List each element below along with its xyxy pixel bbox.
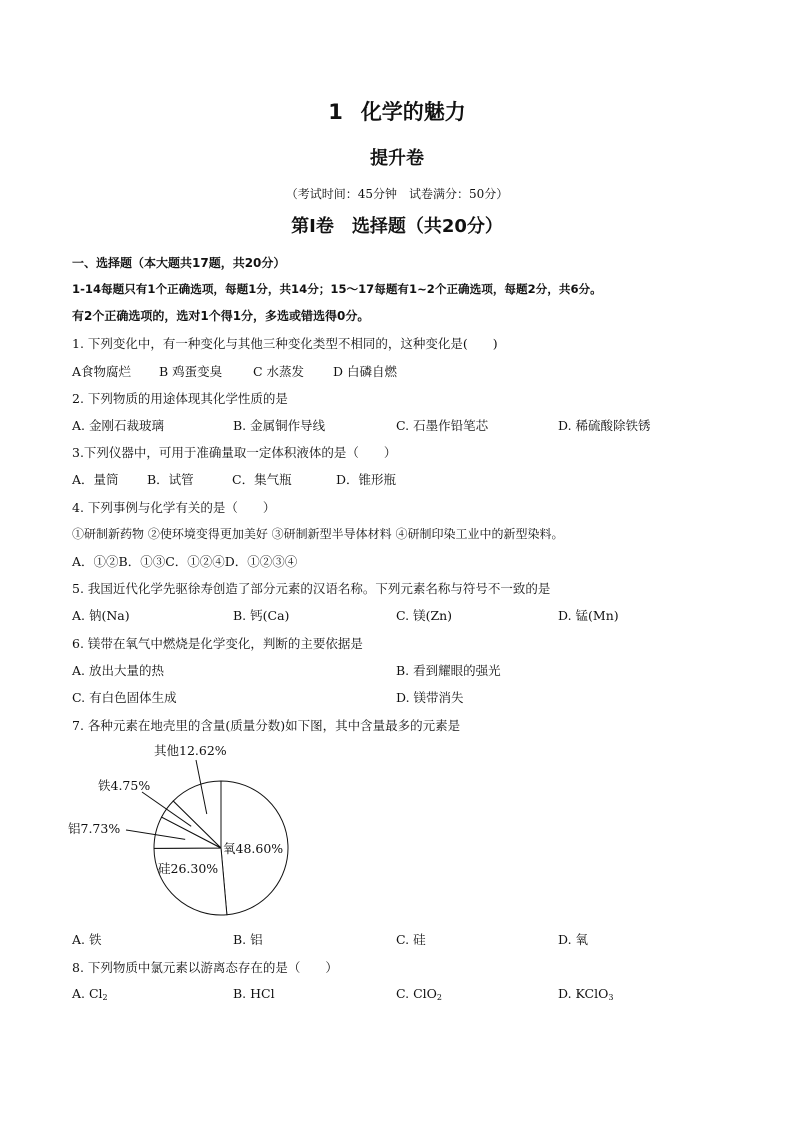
question-8-option-a xyxy=(72,986,108,1002)
question-3-option-b: B．试管 xyxy=(147,472,194,487)
pie-label-2: 硅26.30% xyxy=(158,861,219,876)
document-subtitle: 提升卷 xyxy=(370,148,424,169)
question-3-option-a: A．量筒 xyxy=(72,472,119,487)
question-1-option-c: C 水蒸发 xyxy=(253,364,305,379)
question-8-option-d-text: D. KClO xyxy=(558,986,609,1001)
exam-info: （考试时间：45分钟 试卷满分：50分） xyxy=(285,187,509,201)
pie-slice-2 xyxy=(154,848,227,915)
question-8-option-c-subscript: 2 xyxy=(436,993,442,1002)
question-1-option-a: A食物腐烂 xyxy=(72,364,132,379)
pie-label-1: 氧48.60% xyxy=(223,841,284,856)
crust-composition-pie-chart xyxy=(66,738,306,928)
question-5-option-c: C. 镁(Zn) xyxy=(396,608,453,623)
question-4-stem: 4. 下列事例与化学有关的是（ ） xyxy=(72,500,276,515)
question-7-option-a: A. 铁 xyxy=(72,932,102,947)
question-8-option-a-text: A. Cl xyxy=(72,986,103,1001)
section-heading: 一、选择题（本大题共17题，共20分） xyxy=(72,256,286,270)
question-5-option-a: A. 钠(Na) xyxy=(72,608,130,623)
question-5-option-b: B. 钙(Ca) xyxy=(233,608,290,623)
question-2-option-d: D. 稀硫酸除铁锈 xyxy=(558,418,651,433)
question-3-option-c: C．集气瓶 xyxy=(232,472,292,487)
question-2-option-a: A. 金刚石裁玻璃 xyxy=(72,418,164,433)
question-8-option-c-text: C. ClO xyxy=(396,986,437,1001)
question-6-stem: 6. 镁带在氧气中燃烧是化学变化，判断的主要依据是 xyxy=(72,636,363,651)
question-7-stem: 7. 各种元素在地壳里的含量(质量分数)如下图，其中含量最多的元素是 xyxy=(72,718,461,733)
chapter-title: 化学的魅力 xyxy=(360,100,466,124)
question-8-stem: 8. 下列物质中氯元素以游离态存在的是（ ） xyxy=(72,960,338,975)
pie-label-5: 其他12.62% xyxy=(154,743,227,758)
question-7-option-c: C. 硅 xyxy=(396,932,426,947)
question-3-stem: 3.下列仪器中，可用于准确量取一定体积液体的是（ ） xyxy=(72,445,397,460)
question-8-option-d-subscript: 3 xyxy=(608,993,614,1002)
question-8-option-a-subscript: 2 xyxy=(102,993,108,1002)
question-7-option-b: B. 铝 xyxy=(233,932,263,947)
question-1-stem: 1. 下列变化中，有一种变化与其他三种变化类型不相同的，这种变化是( ) xyxy=(72,336,498,351)
question-6-option-a: A. 放出大量的热 xyxy=(72,663,164,678)
document-title xyxy=(0,96,794,126)
pie-label-3: 铝7.73% xyxy=(68,821,121,836)
question-8-option-b-text: B. HCl xyxy=(233,986,275,1001)
question-5-stem: 5. 我国近代化学先驱徐寿创造了部分元素的汉语名称。下列元素名称与符号不一致的是 xyxy=(72,581,551,596)
question-2-option-b: B. 金属铜作导线 xyxy=(233,418,326,433)
question-1-option-d: D 白磷自燃 xyxy=(333,364,397,379)
section-instruction-2: 有2个正确选项的，选对1个得1分，多选或错选得0分。 xyxy=(72,309,370,323)
part-title: 第Ⅰ卷 选择题（共20分） xyxy=(291,216,503,237)
question-8-option-c xyxy=(396,986,442,1002)
section-instruction-1: 1-14每题只有1个正确选项，每题1分，共14分；15～17每题有1~2个正确选项，每题2分，共6分。 xyxy=(72,282,602,296)
question-1-option-b: B 鸡蛋变臭 xyxy=(159,364,223,379)
question-8-option-d xyxy=(558,986,613,1002)
question-4-statements: ①研制新药物 ②使环境变得更加美好 ③研制新型半导体材料 ④研制印染工业中的新型染料。 xyxy=(72,527,564,541)
question-5-option-d: D. 锰(Mn) xyxy=(558,608,619,623)
question-6-option-d: D. 镁带消失 xyxy=(396,690,464,705)
question-4-options: A．①②B．①③C．①②④D．①②③④ xyxy=(72,554,298,569)
chapter-number: 1 xyxy=(328,100,343,124)
question-6-option-b: B. 看到耀眼的强光 xyxy=(396,663,501,678)
question-2-option-c: C. 石墨作铅笔芯 xyxy=(396,418,489,433)
question-2-stem: 2. 下列物质的用途体现其化学性质的是 xyxy=(72,391,288,406)
pie-label-4: 铁4.75% xyxy=(98,778,151,793)
question-8-option-b xyxy=(233,986,275,1001)
question-6-option-c: C. 有白色固体生成 xyxy=(72,690,177,705)
question-7-option-d: D. 氧 xyxy=(558,932,589,947)
question-3-option-d: D．锥形瓶 xyxy=(336,472,397,487)
